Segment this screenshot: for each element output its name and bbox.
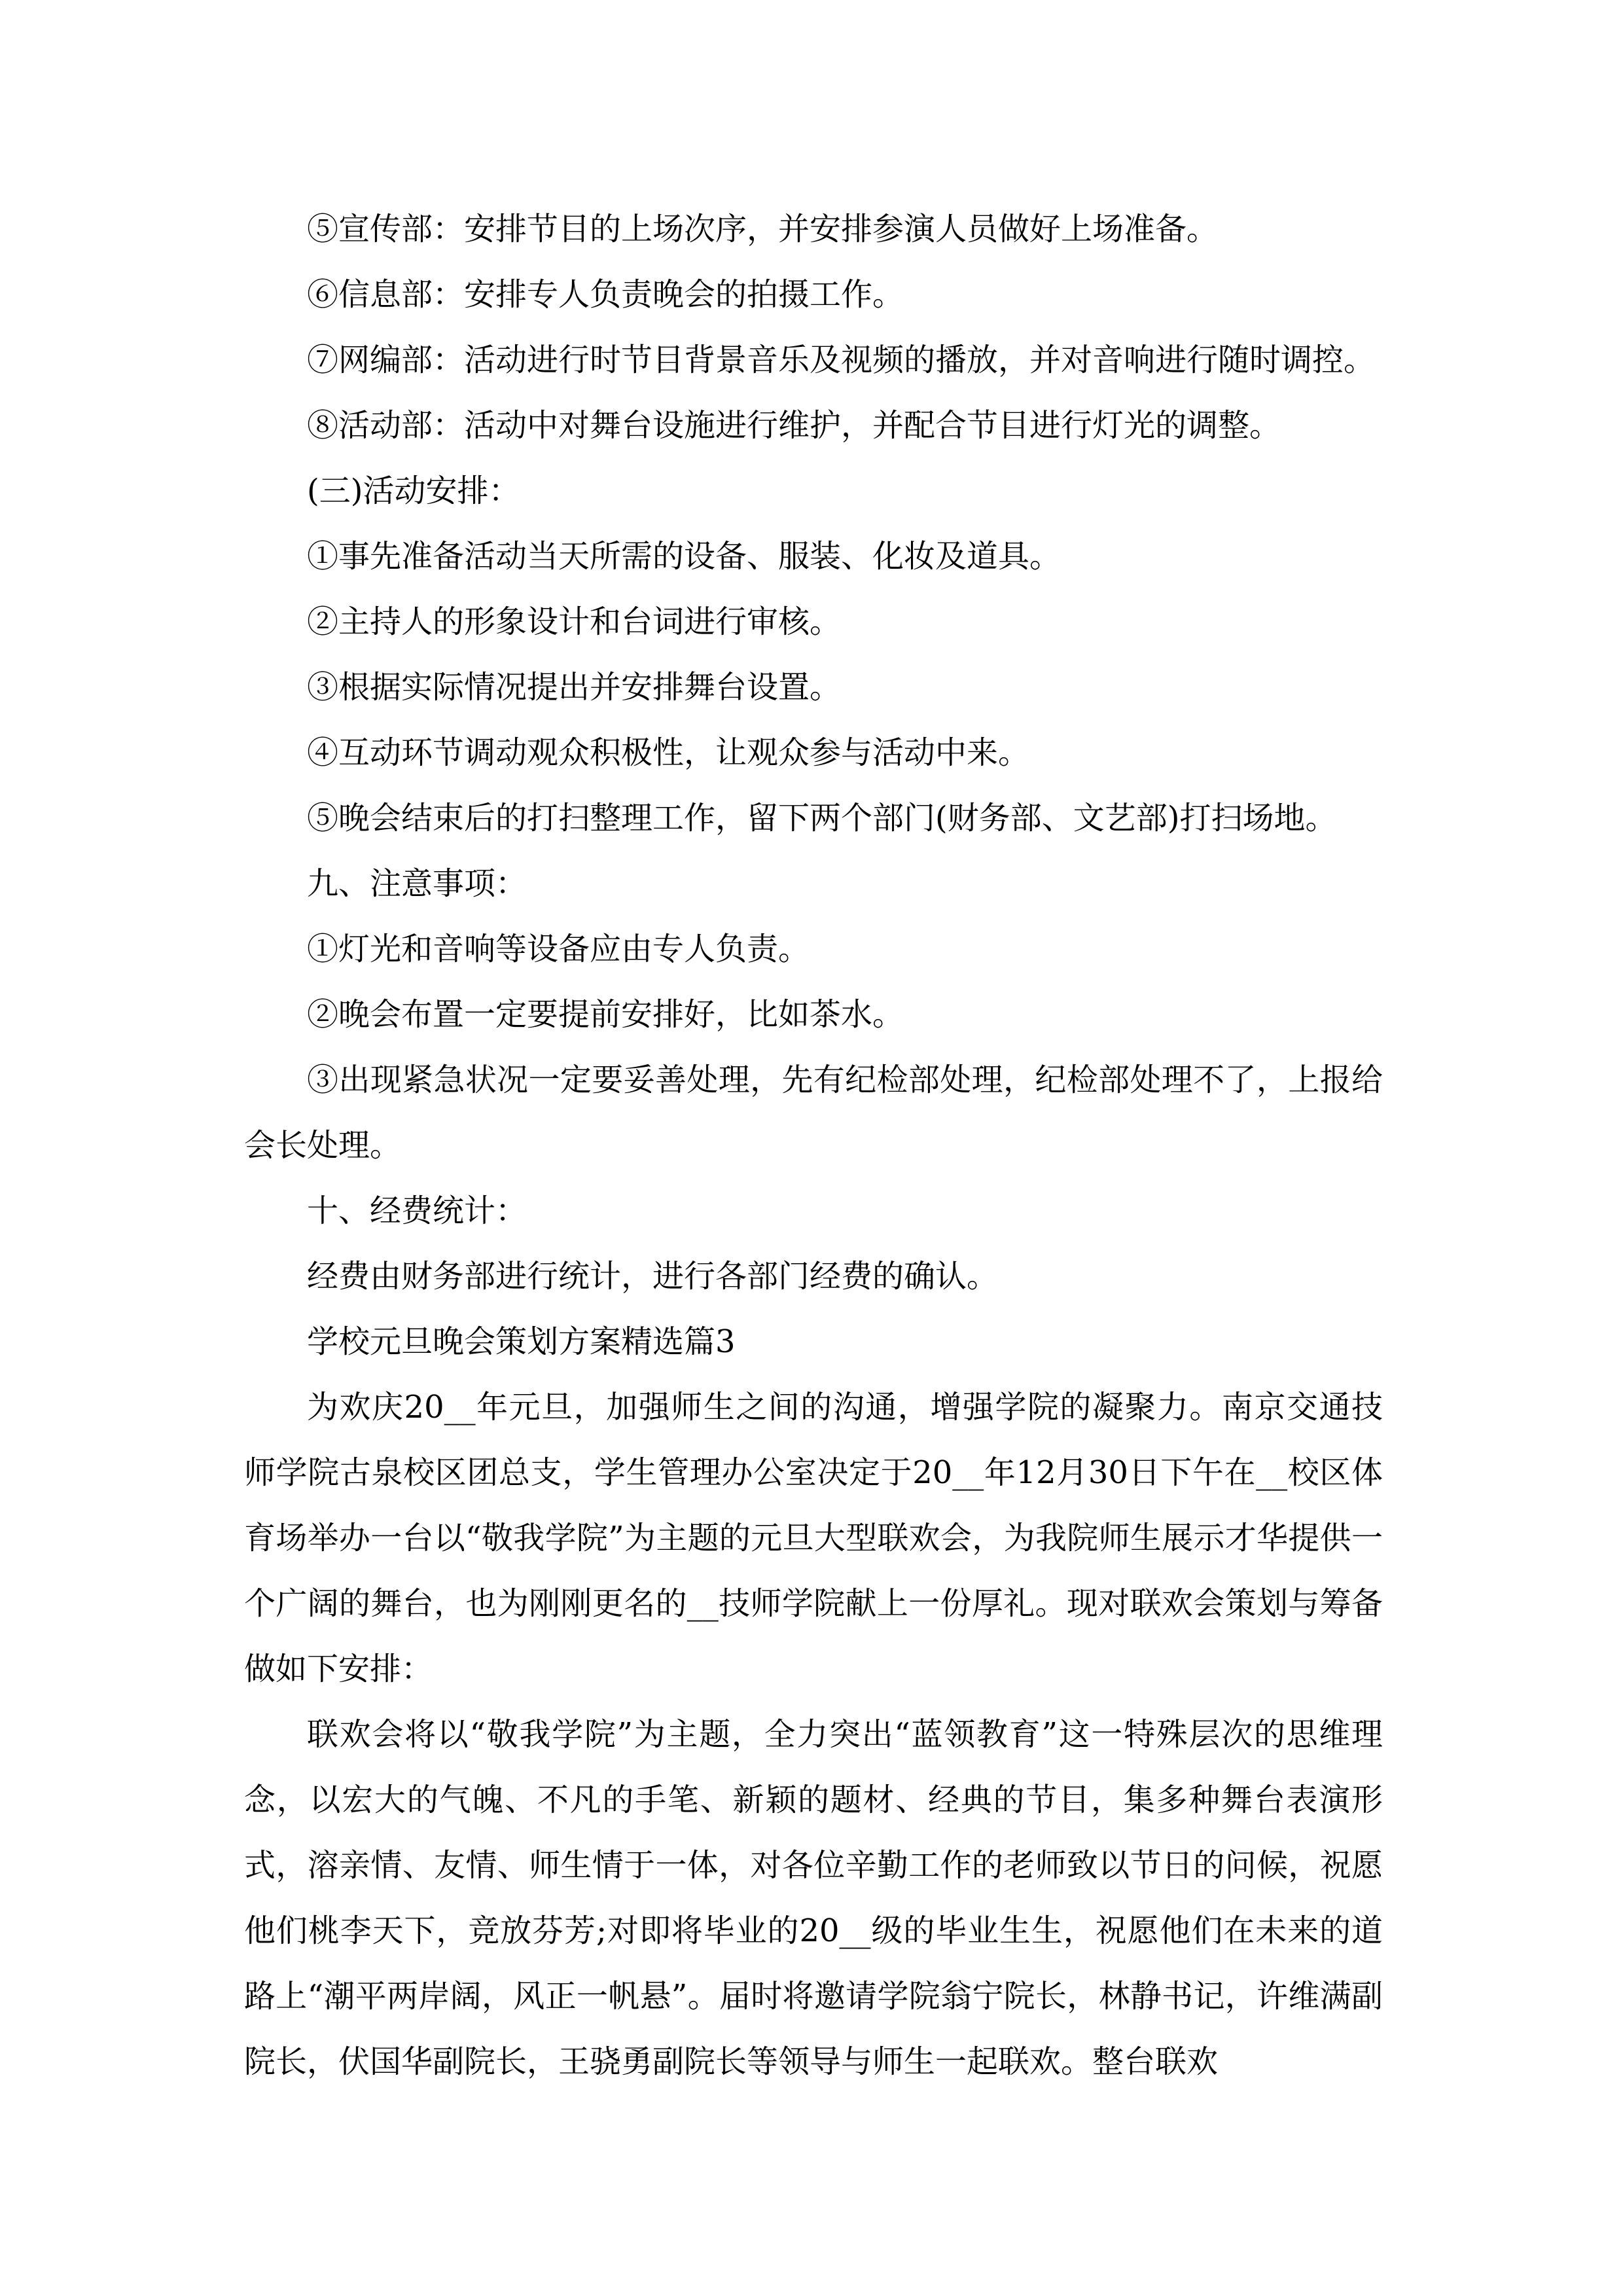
- document-body: [244, 196, 1383, 2094]
- article-title-part-3: 学校元旦晚会策划方案精选篇3: [307, 1323, 736, 1360]
- paragraph-note-1: ①灯光和音响等设备应由专人负责。: [307, 931, 810, 967]
- paragraph-intro: 为欢庆20__年元旦，加强师生之间的沟通，增强学院的凝聚力。南京交通技师学院古泉校区团总支，学生管理办公室决定于20__年12月30日下午在__校区体育场举办一台以“敬我学院”为主题的元旦大型联欢会，为我院师生展示才华提供一个广阔的舞台，也为刚刚更名的__技师学院献上一份厚礼。现对联欢会策划与筹备做如下安排：: [244, 1389, 1383, 1687]
- paragraph-arrangement-1: ①事先准备活动当天所需的设备、服装、化妆及道具。: [307, 538, 1061, 575]
- paragraph-wangbianbu: ⑦网编部：活动进行时节目背景音乐及视频的播放，并对音响进行随时调控。: [307, 342, 1376, 378]
- paragraph-budget: 经费由财务部进行统计，进行各部门经费的确认。: [307, 1258, 999, 1295]
- paragraph-xinxibu: ⑥信息部：安排专人负责晚会的拍摄工作。: [307, 276, 904, 313]
- paragraph-arrangement-4: ④互动环节调动观众积极性，让观众参与活动中来。: [307, 734, 1030, 771]
- paragraph-arrangement-5: ⑤晚会结束后的打扫整理工作，留下两个部门(财务部、文艺部)打扫场地。: [307, 800, 1337, 836]
- paragraph-arrangement-2: ②主持人的形象设计和台词进行审核。: [307, 603, 842, 640]
- section-heading-notes: 九、注意事项：: [307, 865, 527, 902]
- paragraph-note-2: ②晚会布置一定要提前安排好，比如茶水。: [307, 996, 904, 1033]
- paragraph-theme: 联欢会将以“敬我学院”为主题，全力突出“蓝领教育”这一特殊层次的思维理念，以宏大的气魄、不凡的手笔、新颖的题材、经典的节目，集多种舞台表演形式，溶亲情、友情、师生情于一体，对各位辛勤工作的老师致以节日的问候，祝愿他们桃李天下，竞放芬芳;对即将毕业的20__级的毕业生生，祝愿他们在未来的道路上“潮平两岸阔，风正一帆悬”。届时将邀请学院翁宁院长，林静书记，许维满副院长，伏国华副院长，王骁勇副院长等领导与师生一起联欢。整台联欢: [244, 1716, 1383, 2080]
- paragraph-arrangement-3: ③根据实际情况提出并安排舞台设置。: [307, 669, 842, 706]
- paragraph-huodongbu: ⑧活动部：活动中对舞台设施进行维护，并配合节目进行灯光的调整。: [307, 407, 1281, 444]
- paragraph-xuanchuanbu: ⑤宣传部：安排节目的上场次序，并安排参演人员做好上场准备。: [307, 211, 1219, 247]
- paragraph-note-3: ③出现紧急状况一定要妥善处理，先有纪检部处理，纪检部处理不了，上报给会长处理。: [244, 1062, 1383, 1164]
- section-heading-activity-arrangement: (三)活动安排：: [307, 473, 520, 509]
- section-heading-budget: 十、经费统计：: [307, 1193, 527, 1229]
